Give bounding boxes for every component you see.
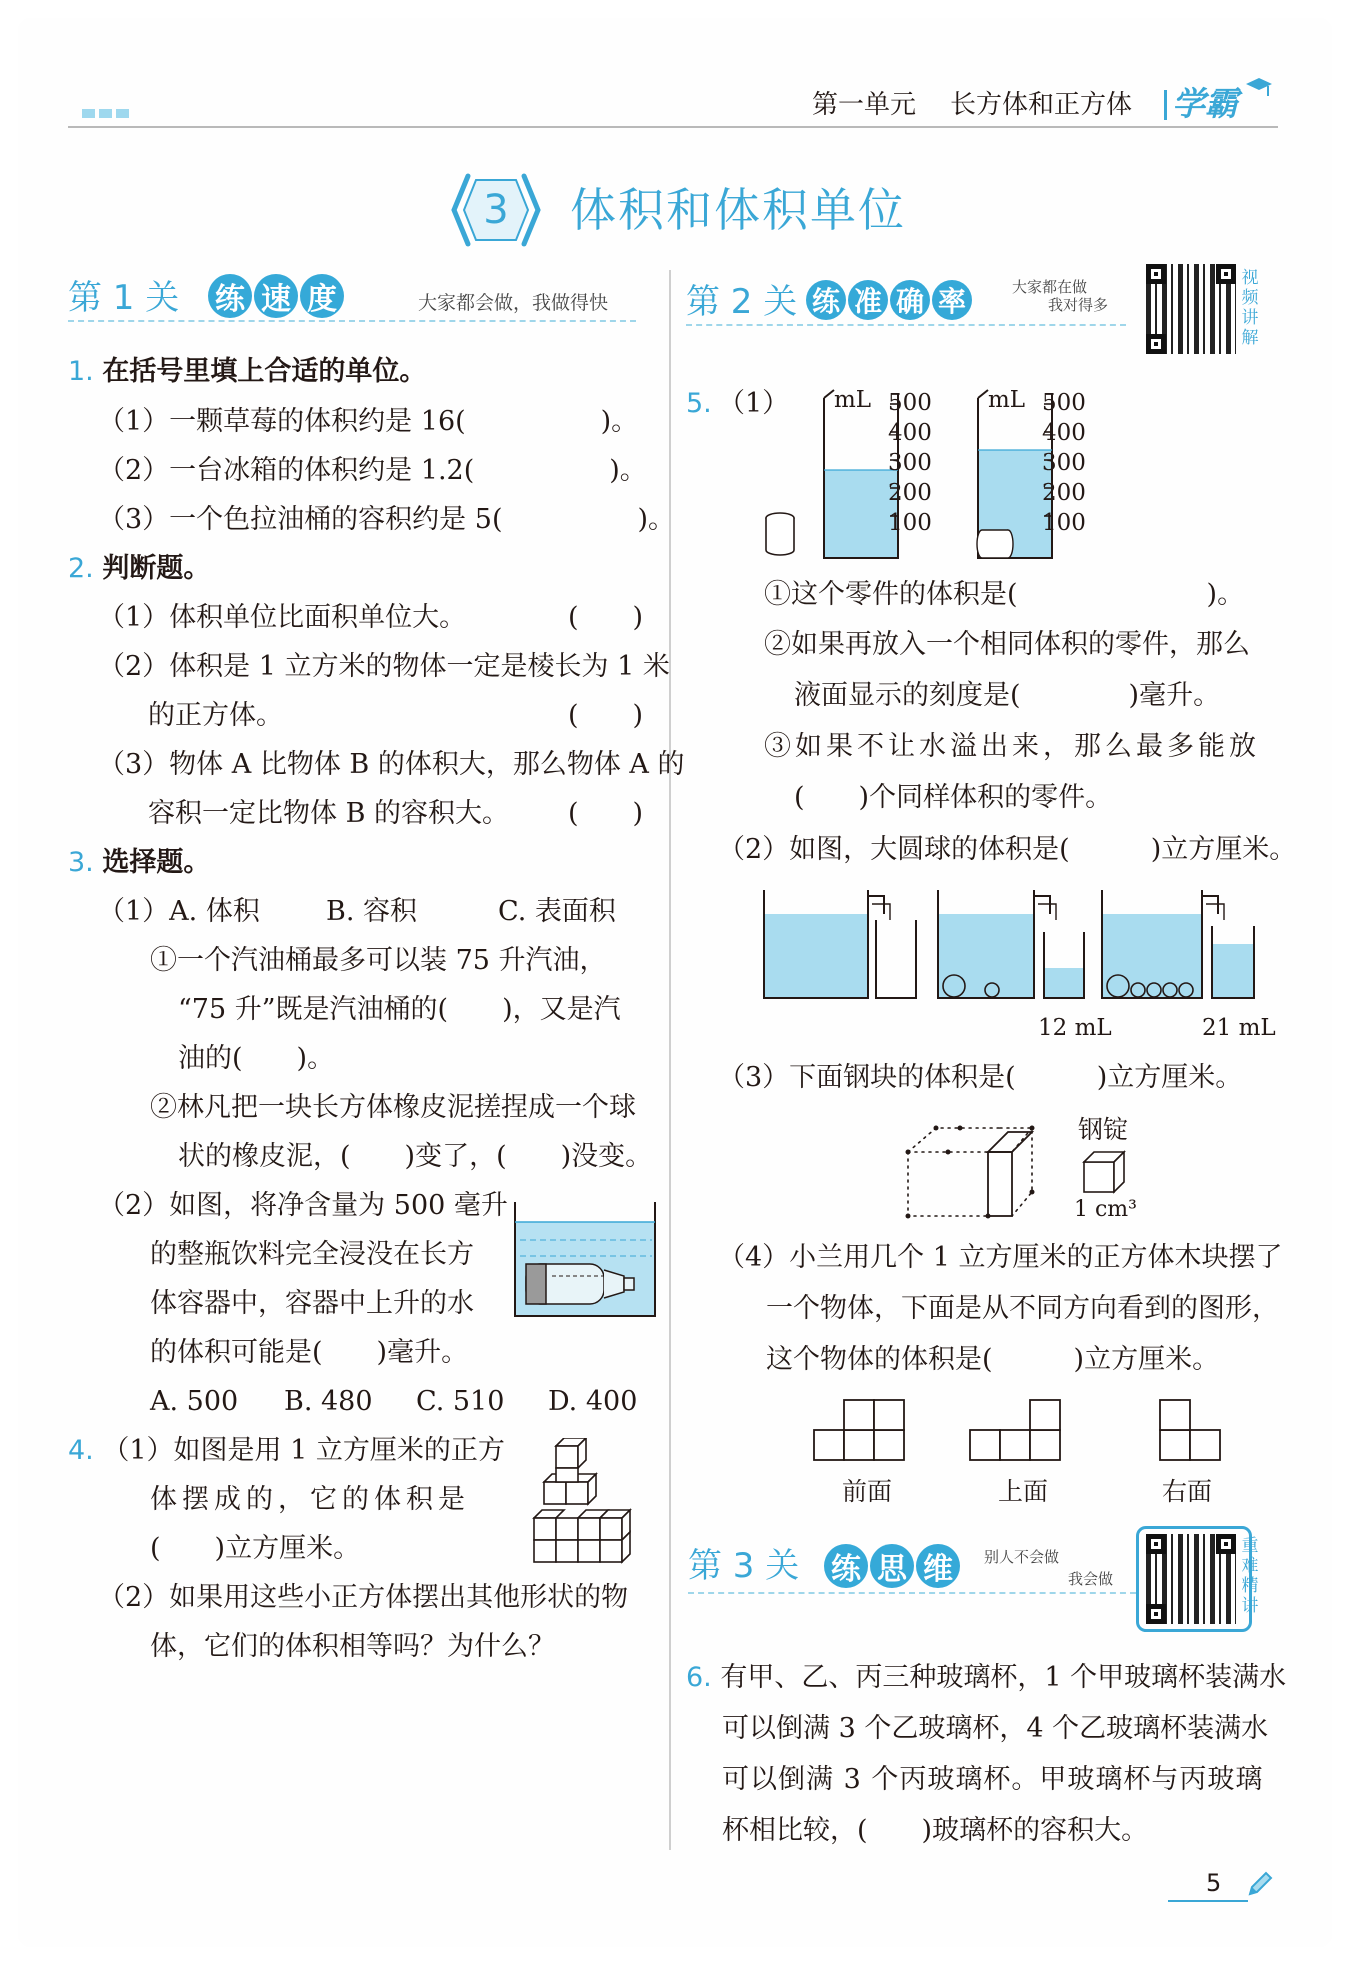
overflow-label: 12 mL	[1038, 1015, 1112, 1041]
stage3-tagline-1: 别人不会做	[984, 1548, 1060, 1566]
q4: 4. （1）如图是用 1 立方厘米的正方	[68, 1435, 505, 1466]
stage2-char: 率	[932, 280, 972, 320]
header-separator	[1164, 90, 1167, 120]
q5-line: （4）小兰用几个 1 立方厘米的正方体木块摆了	[718, 1242, 1283, 1273]
q3-choice: B. 480	[284, 1386, 373, 1417]
view-label-front: 前面	[842, 1477, 893, 1506]
top-view-figure	[968, 1396, 1062, 1462]
q3-line: （2）如图，将净含量为 500 毫升	[98, 1190, 508, 1221]
q2-answer-bracket[interactable]: ( )	[568, 798, 644, 829]
right-view-figure	[1158, 1396, 1222, 1462]
header-chapter: 长方体和正方体	[950, 90, 1133, 120]
q3-choice: D. 400	[548, 1386, 638, 1417]
stage3-rule	[688, 1592, 1136, 1594]
q2-answer-bracket[interactable]: ( )	[568, 602, 644, 633]
q3-option: （1）A. 体积	[98, 896, 260, 927]
q4-line: 体，它们的体积相等吗？为什么？	[150, 1631, 555, 1662]
q5-part2: （2）如图，大圆球的体积是( )立方厘米。	[718, 834, 1297, 865]
container-with-bottle	[512, 1200, 658, 1318]
q2-line: （3）物体 A 比物体 B 的体积大，那么物体 A 的	[98, 749, 685, 780]
q4-line: （2）如果用这些小正方体摆出其他形状的物	[98, 1582, 629, 1613]
qr-label: 重 难 精 讲	[1241, 1536, 1259, 1616]
q2-line: （2）体积是 1 立方米的物体一定是棱长为 1 米	[98, 651, 670, 682]
q3-line: 状的橡皮泥，( )变了，( )没变。	[178, 1141, 653, 1172]
stage2-tagline-1: 大家都在做	[1012, 278, 1088, 296]
q5-line: ( )个同样体积的零件。	[794, 782, 1113, 813]
q5-line: 液面显示的刻度是( )毫升。	[794, 680, 1221, 711]
stage3-tagline-2: 我会做	[1068, 1570, 1114, 1588]
cube-stack-figure	[526, 1438, 654, 1568]
q2: 2. 判断题。	[68, 553, 211, 584]
pencil-icon	[1244, 1868, 1276, 1900]
stage3-char: 练	[824, 1544, 868, 1588]
q6: 6. 有甲、乙、丙三种玻璃杯，1 个甲玻璃杯装满水	[686, 1662, 1287, 1693]
stage2-label: 第 2 关	[686, 282, 798, 322]
cylinder2-ticks: 500 400 300 200 100	[1042, 390, 1086, 536]
unit-cube-figure	[1080, 1150, 1128, 1194]
q6-line: 可以倒满 3 个丙玻璃杯。甲玻璃杯与丙玻璃	[722, 1764, 1264, 1795]
q1: 1. 在括号里填上合适的单位。	[68, 356, 427, 387]
stage1-char: 练	[208, 274, 252, 318]
overflow-cup-figures	[760, 886, 1280, 1012]
q5-line: ③如果不让水溢出来，那么最多能放	[764, 731, 1260, 762]
qr-code-icon[interactable]	[1146, 264, 1236, 354]
stage2-char: 准	[848, 280, 888, 320]
view-label-right: 右面	[1162, 1477, 1213, 1506]
overflow-label: 21 mL	[1202, 1015, 1276, 1041]
header-rule	[68, 126, 1278, 128]
stage3-char: 维	[916, 1544, 960, 1588]
stage2-char: 练	[806, 280, 846, 320]
stage3-label: 第 3 关	[688, 1546, 800, 1586]
header-unit: 第一单元	[812, 90, 917, 120]
stage2-tagline-2: 我对得多	[1048, 296, 1109, 314]
q3-line: “75 升”既是汽油桶的( )，又是汽	[178, 994, 621, 1025]
q4-line: 体摆成的，它的体积是	[150, 1484, 470, 1515]
q2-answer-bracket[interactable]: ( )	[568, 700, 644, 731]
unit-cube-label: 1 cm³	[1074, 1197, 1137, 1222]
q5-part1-label: （1）	[718, 388, 790, 419]
cylinder1-unit: mL	[834, 387, 872, 413]
stage1-char: 速	[254, 274, 298, 318]
q2-line: 的正方体。	[148, 700, 283, 731]
q6-line: 可以倒满 3 个乙玻璃杯，4 个乙玻璃杯装满水	[722, 1713, 1269, 1744]
stage3-char: 思	[870, 1544, 914, 1588]
stage1-label: 第 1 关	[68, 278, 180, 318]
q3-line: 的体积可能是( )毫升。	[150, 1337, 469, 1368]
stage1-char: 度	[300, 274, 344, 318]
q3-line: 体容器中，容器中上升的水	[150, 1288, 474, 1319]
part-cylinder	[760, 510, 800, 560]
q3-line: 油的( )。	[178, 1043, 335, 1074]
stage1-rule	[68, 320, 636, 322]
ingot-label: 钢锭	[1078, 1115, 1129, 1144]
q2-line: （1）体积单位比面积单位大。	[98, 602, 467, 633]
cylinder2-unit: mL	[988, 387, 1026, 413]
steel-ingot-figure	[900, 1118, 1050, 1222]
q5-line: 这个物体的体积是( )立方厘米。	[766, 1344, 1220, 1375]
stage1-tagline: 大家都会做，我做得快	[418, 292, 609, 314]
stage2-name	[806, 280, 974, 320]
q3-line: ①一个汽油桶最多可以装 75 升汽油，	[150, 945, 607, 976]
q3-choice: C. 510	[416, 1386, 505, 1417]
front-view-figure	[812, 1396, 906, 1462]
q2-line: 容积一定比物体 B 的容积大。	[148, 798, 510, 829]
cylinder1-ticks: 500 400 300 200 100	[888, 390, 932, 536]
qr-label: 视 频 讲 解	[1241, 268, 1259, 348]
q6-line: 杯相比较，( )玻璃杯的容积大。	[722, 1815, 1149, 1846]
q3-line: 的整瓶饮料完全浸没在长方	[150, 1239, 474, 1270]
q5-line: ①这个零件的体积是( )。	[764, 579, 1245, 610]
brand-logo: 学霸	[1172, 84, 1238, 123]
q3-choice: A. 500	[150, 1386, 239, 1417]
q3-option: C. 表面积	[498, 896, 616, 927]
q4-line: ( )立方厘米。	[150, 1533, 361, 1564]
q1-item: （3）一个色拉油桶的容积约是 5( )。	[98, 504, 676, 535]
stage2-char: 确	[890, 280, 930, 320]
footer-rule	[1168, 1900, 1248, 1902]
q5-part3: （3）下面钢块的体积是( )立方厘米。	[718, 1062, 1243, 1093]
stage2-rule	[686, 324, 1126, 326]
q5-number: 5.	[686, 388, 712, 419]
q5-line: ②如果再放入一个相同体积的零件，那么	[764, 629, 1250, 660]
q3-option: B. 容积	[326, 896, 418, 927]
header-decoration	[82, 103, 133, 122]
stage3-name	[824, 1544, 962, 1588]
graduation-cap-icon	[1244, 74, 1274, 100]
q3: 3. 选择题。	[68, 847, 211, 878]
page-number: 5	[1206, 1869, 1222, 1897]
q5-line: 一个物体，下面是从不同方向看到的图形，	[766, 1293, 1279, 1324]
lesson-number: 3	[483, 187, 509, 233]
qr-code-icon[interactable]	[1146, 1534, 1236, 1624]
view-label-top: 上面	[998, 1477, 1049, 1506]
q1-item: （2）一台冰箱的体积约是 1.2( )。	[98, 455, 647, 486]
stage1-name	[208, 274, 346, 318]
q3-line: ②林凡把一块长方体橡皮泥搓捏成一个球	[150, 1092, 636, 1123]
q1-item: （1）一颗草莓的体积约是 16( )。	[98, 406, 639, 437]
lesson-title: 体积和体积单位	[570, 183, 906, 237]
